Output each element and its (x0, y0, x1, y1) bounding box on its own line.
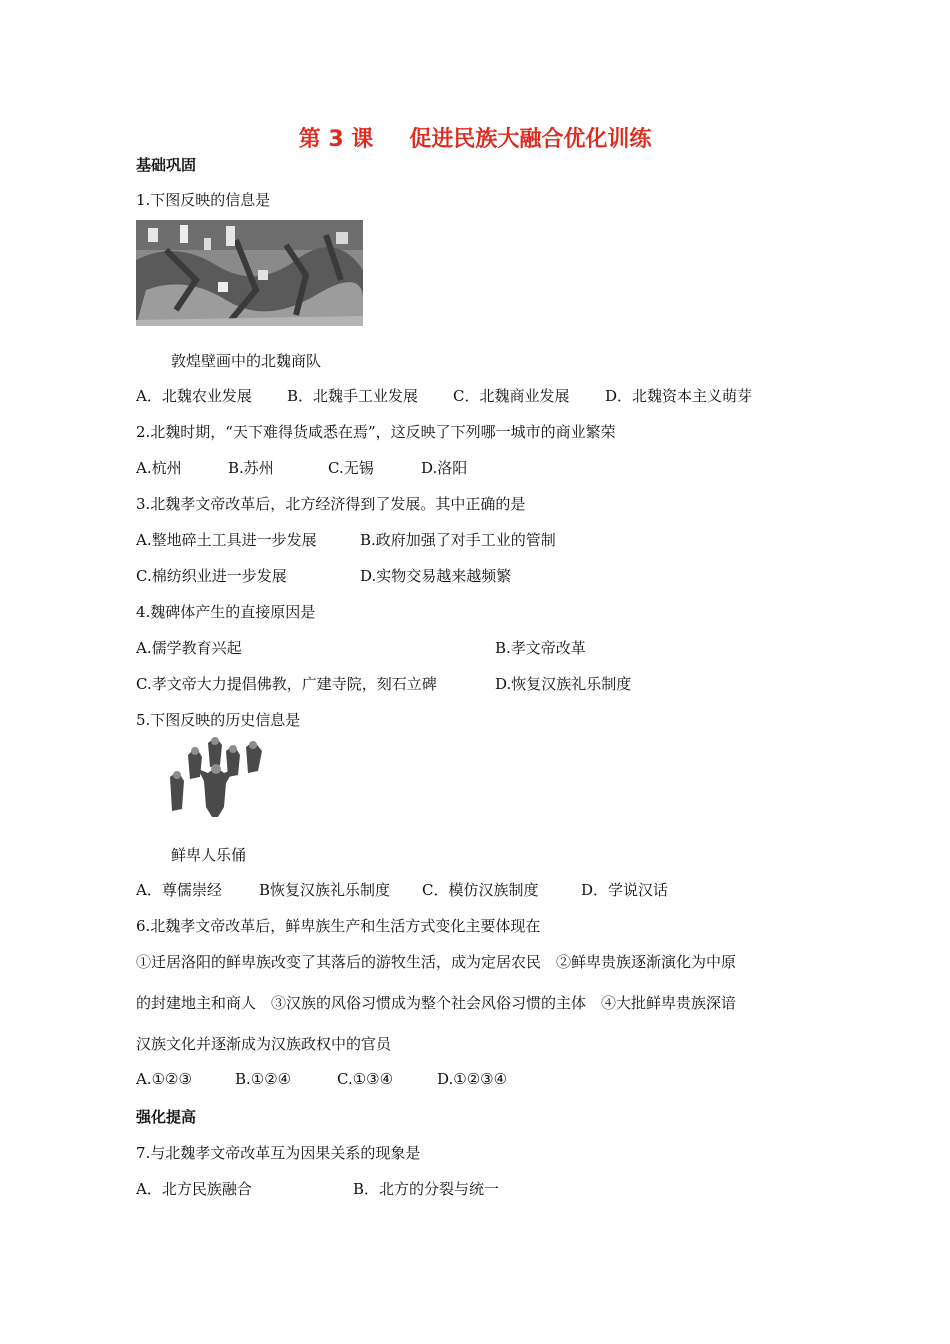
q1-stem: 1.下图反映的信息是 (136, 191, 271, 209)
q4-option-a: A.儒学教育兴起 (136, 639, 242, 657)
q4-option-c: C.孝文帝大力提倡佛教，广建寺院，刻石立碑 (136, 675, 437, 693)
q5-option-d: D．学说汉话 (581, 881, 669, 899)
q6-options (136, 1070, 507, 1088)
q7-option-a: A．北方民族融合 (136, 1180, 252, 1198)
page-title (0, 122, 950, 153)
q4-stem: 4.魏碑体产生的直接原因是 (136, 603, 316, 621)
q2-stem: 2.北魏时期，“天下难得货咸悉在焉”，这反映了下列哪一城市的商业繁荣 (136, 423, 616, 441)
q1-option-d: D．北魏资本主义萌芽 (605, 387, 753, 405)
q5-option-a: A．尊儒崇经 (136, 881, 222, 899)
figurines-image (164, 737, 270, 821)
q3-option-b: B.政府加强了对手工业的管制 (360, 531, 556, 549)
q2-option-c: C.无锡 (328, 459, 374, 477)
q5-option-b: B恢复汉族礼乐制度 (259, 881, 391, 899)
q4-options-row1 (136, 637, 586, 658)
q4-option-b: B.孝文帝改革 (495, 639, 586, 657)
q1-option-c: C．北魏商业发展 (453, 387, 570, 405)
q7-stem: 7.与北魏孝文帝改革互为因果关系的现象是 (136, 1144, 421, 1162)
q6-option-b: B.①②④ (235, 1070, 292, 1088)
q6-body-line: ①迁居洛阳的鲜卑族改变了其落后的游牧生活，成为定居农民 ②鲜卑贵族逐渐演化为中原 (136, 953, 737, 971)
lesson-topic: 促进民族大融合优化训练 (409, 127, 652, 152)
q3-options-row1 (136, 529, 556, 550)
q4-options-row2 (136, 673, 631, 694)
section-advanced: 强化提高 (136, 1108, 197, 1126)
mural-image (136, 220, 363, 326)
q7-options (136, 1178, 499, 1199)
q1-option-a: A．北魏农业发展 (136, 387, 252, 405)
q1-options (136, 385, 752, 406)
q5-option-c: C．模仿汉族制度 (422, 881, 539, 899)
q5-stem: 5.下图反映的历史信息是 (136, 711, 301, 729)
q7-option-b: B．北方的分裂与统一 (353, 1180, 500, 1198)
q3-option-a: A.整地碎土工具进一步发展 (136, 531, 317, 549)
q1-option-b: B．北魏手工业发展 (287, 387, 419, 405)
q1-caption: 敦煌壁画中的北魏商队 (171, 352, 322, 370)
q6-stem: 6.北魏孝文帝改革后，鲜卑族生产和生活方式变化主要体现在 (136, 917, 541, 935)
section-basic: 基础巩固 (136, 156, 197, 174)
q2-options (136, 457, 467, 478)
q6-option-c: C.①③④ (337, 1070, 394, 1088)
q4-option-d: D.恢复汉族礼乐制度 (495, 675, 632, 693)
q3-stem: 3.北魏孝文帝改革后，北方经济得到了发展。其中正确的是 (136, 495, 526, 513)
lesson-number: 第 3 课 (298, 127, 374, 152)
q5-caption: 鲜卑人乐俑 (171, 846, 247, 864)
q3-option-c: C.棉纺织业进一步发展 (136, 567, 287, 585)
q6-body-line: 汉族文化并逐渐成为汉族政权中的官员 (136, 1035, 392, 1053)
q6-body-line: 的封建地主和商人 ③汉族的风俗习惯成为整个社会风俗习惯的主体 ④大批鲜卑贵族深谙 (136, 994, 737, 1012)
q3-option-d: D.实物交易越来越频繁 (360, 567, 512, 585)
q2-option-a: A.杭州 (136, 459, 182, 477)
q5-options (136, 879, 668, 900)
q2-option-b: B.苏州 (228, 459, 274, 477)
q6-option-a: A.①②③ (136, 1070, 192, 1088)
q2-option-d: D.洛阳 (421, 459, 468, 477)
q6-option-d: D.①②③④ (437, 1070, 508, 1088)
q3-options-row2 (136, 565, 511, 586)
